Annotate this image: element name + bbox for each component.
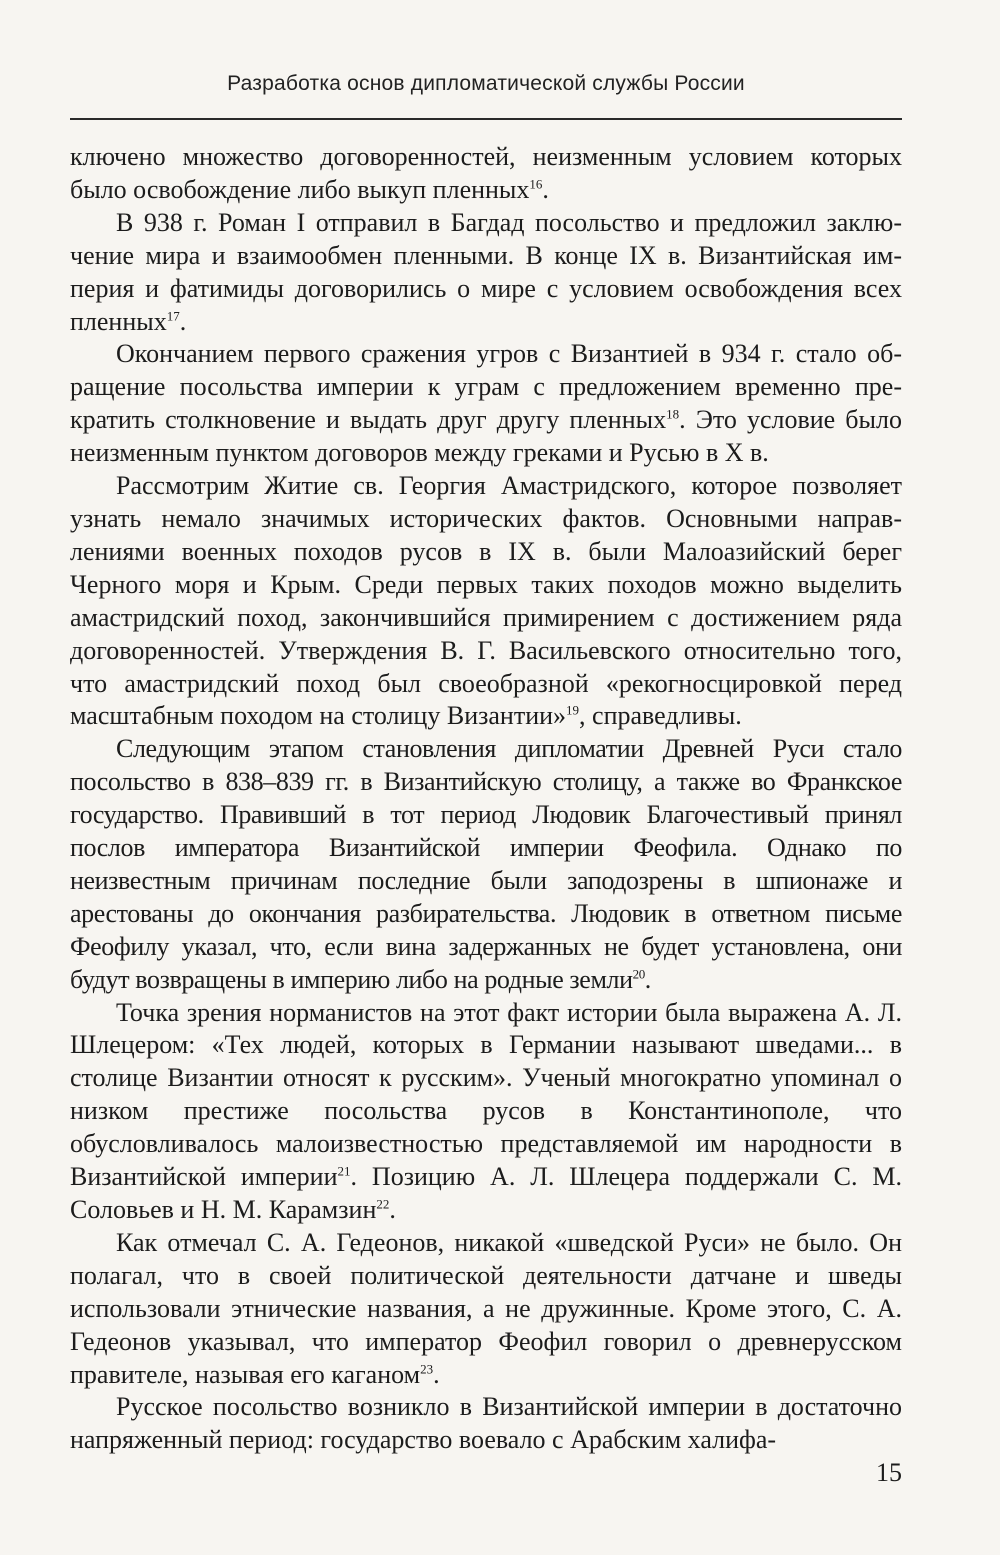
- paragraph-tail: .: [433, 1359, 440, 1389]
- footnote-ref: 19: [566, 702, 580, 718]
- paragraph: [70, 733, 902, 996]
- paragraph-tail: .: [644, 964, 651, 994]
- footnote-ref: 22: [376, 1196, 390, 1212]
- paragraph-text: В 938 г. Роман I отправил в Багдад посольство и предложил заключение мира и взаимообмен пленными. В конце IX в. Византийская империя и фатимиды договорились о мире с условием освобождения всех пленных: [70, 207, 902, 336]
- paragraph: [70, 1227, 902, 1392]
- footnote-ref: 16: [529, 176, 543, 192]
- footnote-ref: 18: [666, 406, 680, 422]
- paragraph-tail: .: [542, 174, 549, 204]
- paragraph: [70, 470, 902, 733]
- footnote-ref: 21: [337, 1163, 351, 1179]
- footnote-ref: 23: [420, 1360, 434, 1376]
- paragraph: [70, 141, 902, 207]
- paragraph: [70, 997, 902, 1227]
- page-number: 15: [876, 1458, 902, 1487]
- running-title: Разработка основ дипломатической службы России: [227, 72, 745, 95]
- paragraph-tail: .: [389, 1195, 396, 1224]
- paragraph-tail: .: [179, 306, 187, 336]
- footnote-ref: 20: [632, 966, 645, 981]
- paragraph-tail: , справедливы.: [579, 701, 742, 731]
- paragraph-text: Окончанием первого сражения угров с Византией в 934 г. стало обращение посольства империи к уграм с предложением временно прекратить столкновение и выдать друг другу пленных: [70, 339, 902, 435]
- paragraph-tail: . Позицию А. Л. Шлецера поддержали С. М. Соловьев и Н. М. Карамзин: [70, 1162, 902, 1224]
- paragraph-text: Точка зрения норманистов на этот факт истории была выражена А. Л. Шлецером: «Тех людей, которых в Германии называют шведами... в столице Византии относят к русским». Ученый многократно упоминал о низком престиже посольства русов в Константинополе, что обусловливалось малоизвестностью представляемой им народности в Византийской империи: [70, 997, 902, 1192]
- paragraph-tail: . Это условие было неизменным пунктом договоров между греками и Русью в X в.: [70, 405, 902, 468]
- paragraph-text: Русское посольство возникло в Византийской империи в достаточно напряженный период: государство воевало с Арабским халифа-: [70, 1392, 902, 1455]
- paragraph-text: Следующим этапом становления дипломатии Древней Руси стало посольство в 838–839 гг. в Византийскую столицу, а также во Франкское государство. Правивший в тот период Людовик Благочестивый принял послов императора Византийской империи Феофила. Однако по неизвестным причинам последние были заподозрены в шпионаже и арестованы до окончания разбирательства. Людовик в ответном письме Феофилу указал, что, если вина задержанных не будет установлена, они будут возвращены в империю либо на родные земли: [70, 734, 902, 994]
- paragraph-text: Как отмечал С. А. Гедеонов, никакой «шведской Руси» не было. Он полагал, что в своей политической деятельности датчане и шведы использовали этнические названия, а не дружинные. Кроме этого, С. А. Гедеонов указывал, что император Феофил говорил о древнерусском правителе, называя его каганом: [70, 1227, 902, 1389]
- paragraph-text: ключено множество договоренностей, неизменным условием которых было освобождение либо выкуп пленных: [70, 142, 902, 204]
- paragraph: [70, 338, 902, 470]
- body-text: [70, 141, 902, 1457]
- paragraph: [70, 207, 902, 339]
- header-rule: [70, 118, 902, 120]
- footnote-ref: 17: [166, 307, 180, 323]
- paragraph-text: Рассмотрим Житие св. Георгия Амастридского, которое позволяет узнать немало значимых исторических фактов. Основными направлениями военных походов русов в IX в. были Малоазийский берег Черного моря и Крым. Среди первых таких походов можно выделить амастридский поход, закончившийся примирением с достижением ряда договоренностей. Утверждения В. Г. Васильевского относительно того, что амастридский поход был своеобразной «рекогносцировкой перед масштабным походом на столицу Византии»: [70, 471, 902, 731]
- paragraph: [70, 1391, 902, 1457]
